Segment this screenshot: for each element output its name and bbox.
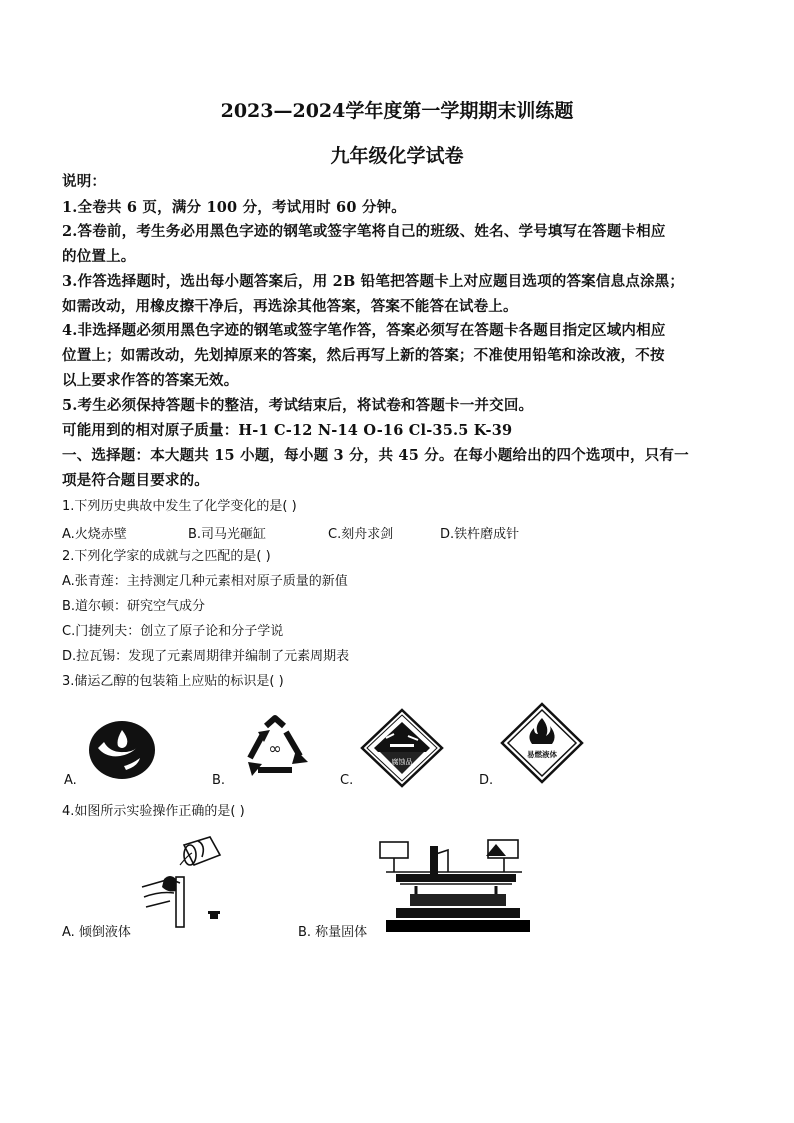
q3-label-a: A. xyxy=(64,773,77,788)
q3-label-d: D. xyxy=(479,773,494,788)
balance-weighing-illustration xyxy=(376,836,536,938)
corrosive-sign-icon xyxy=(360,708,444,788)
q4-option-a: A. 倾倒液体 xyxy=(62,925,131,940)
flammable-liquid-sign-icon xyxy=(500,702,584,784)
q1-stem: 1.下列历史典故中发生了化学变化的是( ) xyxy=(62,499,297,514)
q3-stem: 3.储运乙醇的包装箱上应贴的标识是( ) xyxy=(62,674,284,689)
q2-option-b: B.道尔顿：研究空气成分 xyxy=(62,599,206,614)
q2-option-a: A.张青莲：主持测定几种元素相对原子质量的新值 xyxy=(62,574,348,589)
instruction-line: 位置上；如需改动，先划掉原来的答案，然后再写上新的答案；不准使用铅笔和涂改液，不按 xyxy=(62,347,665,364)
recycle-sign-icon xyxy=(236,712,314,782)
q1-option-d: D.铁杵磨成针 xyxy=(440,527,520,542)
instruction-line: 2.答卷前，考生务必用黑色字迹的钢笔或签字笔将自己的班级、姓名、学号填写在答题卡相应 xyxy=(62,223,666,240)
q4-option-b: B. 称量固体 xyxy=(298,925,368,940)
instruction-line: 如需改动，用橡皮擦干净后，再选涂其他答案，答案不能答在试卷上。 xyxy=(62,298,518,315)
water-saving-sign-icon xyxy=(86,718,158,782)
exam-subtitle: 九年级化学试卷 xyxy=(330,145,464,167)
instruction-line: 3.作答选择题时，选出每小题答案后，用 2B 铅笔把答题卡上对应题目选项的答案信息点涂黑； xyxy=(62,273,685,290)
instruction-line: 4.非选择题必须用黑色字迹的钢笔或签字笔作答，答案必须写在答题卡各题目指定区域内相应 xyxy=(62,322,666,339)
section1-heading-cont: 项是符合题目要求的。 xyxy=(62,472,209,489)
q2-option-c: C.门捷列夫：创立了原子论和分子学说 xyxy=(62,624,284,639)
q2-stem: 2.下列化学家的成就与之匹配的是( ) xyxy=(62,549,271,564)
instruction-line: 1.全卷共 6 页，满分 100 分，考试用时 60 分钟。 xyxy=(62,199,406,216)
q3-label-b: B. xyxy=(212,773,226,788)
instruction-line: 以上要求作答的答案无效。 xyxy=(62,372,239,389)
instructions-heading: 说明： xyxy=(62,173,107,190)
q4-stem: 4.如图所示实验操作正确的是( ) xyxy=(62,804,245,819)
section1-heading: 一、选择题：本大题共 15 小题，每小题 3 分，共 45 分。在每小题给出的四个选项中，只有一 xyxy=(62,447,689,464)
q2-option-d: D.拉瓦锡：发现了元素周期律并编制了元素周期表 xyxy=(62,649,350,664)
instruction-line: 5.考生必须保持答题卡的整洁，考试结束后，将试卷和答题卡一并交回。 xyxy=(62,397,534,414)
atomic-masses: 可能用到的相对原子质量：H-1 C-12 N-14 O-16 Cl-35.5 K-39 xyxy=(62,422,513,439)
q1-option-c: C.刻舟求剑 xyxy=(328,527,394,542)
pouring-liquid-illustration xyxy=(140,835,240,930)
instruction-line: 的位置上。 xyxy=(62,248,136,265)
flammable-sign-text: 易燃液体 xyxy=(527,750,557,759)
q1-option-a: A.火烧赤壁 xyxy=(62,527,127,542)
exam-title: 2023—2024学年度第一学期期末训练题 xyxy=(220,100,574,122)
corrosive-sign-text: 腐蚀品 xyxy=(391,758,413,766)
q1-option-b: B.司马光砸缸 xyxy=(188,527,267,542)
svg-text:∞: ∞ xyxy=(268,739,282,758)
q3-label-c: C. xyxy=(340,773,354,788)
